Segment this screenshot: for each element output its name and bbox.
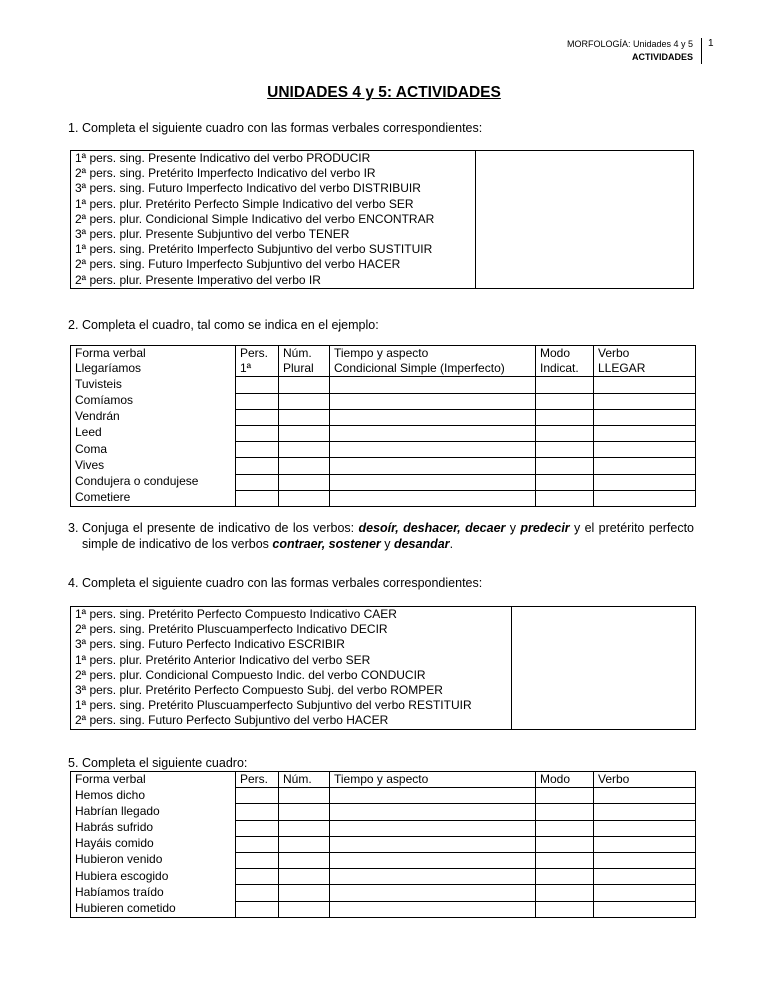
answer-cell bbox=[512, 698, 696, 713]
form-cell: Llegaríamos bbox=[71, 361, 236, 377]
verb-cell bbox=[594, 377, 696, 393]
tense-cell: Tiempo y aspecto bbox=[330, 346, 536, 362]
table-row bbox=[71, 788, 696, 804]
prompt-cell: 3ª pers. sing. Futuro Imperfecto Indicativo del verbo DISTRIBUIR bbox=[71, 181, 476, 196]
table-row bbox=[71, 242, 694, 257]
answer-cell bbox=[476, 273, 694, 289]
mood-cell bbox=[536, 852, 594, 868]
verb-cell bbox=[594, 869, 696, 885]
table-row bbox=[71, 869, 696, 885]
table-row bbox=[71, 653, 696, 668]
header-section: ACTIVIDADES bbox=[631, 52, 693, 62]
question-text: Completa el siguiente cuadro con las formas verbales correspondientes: bbox=[82, 576, 483, 590]
number-cell bbox=[279, 377, 330, 393]
form-cell: Hubieron venido bbox=[71, 852, 236, 868]
mood-cell bbox=[536, 393, 594, 409]
table-row bbox=[71, 836, 696, 852]
number-cell bbox=[279, 836, 330, 852]
table-row bbox=[71, 804, 696, 820]
form-cell: Condujera o condujese bbox=[71, 474, 236, 490]
number-cell bbox=[279, 409, 330, 425]
table-row bbox=[71, 377, 696, 393]
answer-cell bbox=[476, 257, 694, 272]
q3-text-1: Conjuga el presente de indicativo de los verbos: bbox=[82, 521, 359, 535]
prompt-cell: 3ª pers. sing. Futuro Perfecto Indicativo ESCRIBIR bbox=[71, 637, 512, 652]
prompt-cell: 2ª pers. plur. Condicional Compuesto Indic. del verbo CONDUCIR bbox=[71, 668, 512, 683]
person-cell: Pers. bbox=[236, 772, 279, 788]
table-row bbox=[71, 393, 696, 409]
prompt-cell: 1ª pers. sing. Pretérito Perfecto Compuesto Indicativo CAER bbox=[71, 607, 512, 623]
table-row bbox=[71, 409, 696, 425]
mood-cell bbox=[536, 901, 594, 917]
mood-cell bbox=[536, 490, 594, 506]
prompt-cell: 1ª pers. sing. Pretérito Imperfecto Subjuntivo del verbo SUSTITUIR bbox=[71, 242, 476, 257]
number-cell: Núm. bbox=[279, 772, 330, 788]
number-cell: Plural bbox=[279, 361, 330, 377]
q3-text-4: y bbox=[380, 537, 394, 551]
tense-cell bbox=[330, 820, 536, 836]
person-cell bbox=[236, 409, 279, 425]
q2-table bbox=[70, 345, 696, 507]
form-cell: Forma verbal bbox=[71, 772, 236, 788]
person-cell bbox=[236, 885, 279, 901]
tense-cell bbox=[330, 409, 536, 425]
mood-cell bbox=[536, 804, 594, 820]
tense-cell bbox=[330, 869, 536, 885]
answer-cell bbox=[512, 607, 696, 623]
number-cell bbox=[279, 425, 330, 441]
number-cell bbox=[279, 474, 330, 490]
table-row bbox=[71, 622, 696, 637]
q3-text-2: y bbox=[505, 521, 521, 535]
q3-verbs-3: contraer, sostener bbox=[272, 537, 381, 551]
prompt-cell: 3ª pers. plur. Presente Subjuntivo del verbo TENER bbox=[71, 227, 476, 242]
running-header bbox=[567, 38, 702, 64]
verb-cell bbox=[594, 458, 696, 474]
table-row bbox=[71, 668, 696, 683]
tense-cell bbox=[330, 804, 536, 820]
mood-cell bbox=[536, 458, 594, 474]
table-row bbox=[71, 852, 696, 868]
question-5 bbox=[68, 755, 248, 771]
prompt-cell: 2ª pers. sing. Pretérito Pluscuamperfecto Indicativo DECIR bbox=[71, 622, 512, 637]
table-row bbox=[71, 442, 696, 458]
number-cell bbox=[279, 804, 330, 820]
form-cell: Vendrán bbox=[71, 409, 236, 425]
prompt-cell: 1ª pers. sing. Presente Indicativo del verbo PRODUCIR bbox=[71, 151, 476, 167]
mood-cell bbox=[536, 869, 594, 885]
question-number: 2. bbox=[68, 318, 79, 332]
question-3 bbox=[68, 520, 695, 552]
verb-cell bbox=[594, 409, 696, 425]
question-number: 4. bbox=[68, 576, 79, 590]
number-cell bbox=[279, 490, 330, 506]
person-cell bbox=[236, 458, 279, 474]
person-cell bbox=[236, 442, 279, 458]
q4-table bbox=[70, 606, 696, 730]
prompt-cell: 1ª pers. plur. Pretérito Perfecto Simple Indicativo del verbo SER bbox=[71, 197, 476, 212]
q1-table bbox=[70, 150, 694, 289]
mood-cell: Indicat. bbox=[536, 361, 594, 377]
table-row bbox=[71, 607, 696, 623]
answer-cell bbox=[476, 197, 694, 212]
prompt-cell: 2ª pers. sing. Pretérito Imperfecto Indicativo del verbo IR bbox=[71, 166, 476, 181]
page-number: 1 bbox=[708, 38, 714, 49]
table-row bbox=[71, 227, 694, 242]
answer-cell bbox=[476, 242, 694, 257]
tense-cell bbox=[330, 377, 536, 393]
form-cell: Habrás sufrido bbox=[71, 820, 236, 836]
table-row bbox=[71, 197, 694, 212]
verb-cell bbox=[594, 442, 696, 458]
person-cell bbox=[236, 393, 279, 409]
person-cell bbox=[236, 425, 279, 441]
form-cell: Comíamos bbox=[71, 393, 236, 409]
tense-cell bbox=[330, 852, 536, 868]
q5-table bbox=[70, 771, 696, 918]
prompt-cell: 2ª pers. plur. Condicional Simple Indicativo del verbo ENCONTRAR bbox=[71, 212, 476, 227]
mood-cell bbox=[536, 885, 594, 901]
form-cell: Forma verbal bbox=[71, 346, 236, 362]
answer-cell bbox=[512, 713, 696, 729]
number-cell bbox=[279, 885, 330, 901]
number-cell bbox=[279, 458, 330, 474]
table-row bbox=[71, 166, 694, 181]
form-cell: Hayáis comido bbox=[71, 836, 236, 852]
tense-cell bbox=[330, 788, 536, 804]
verb-cell: LLEGAR bbox=[594, 361, 696, 377]
verb-cell bbox=[594, 901, 696, 917]
question-number: 1. bbox=[68, 121, 79, 135]
question-number: 5. bbox=[68, 756, 79, 770]
verb-cell bbox=[594, 425, 696, 441]
q3-verbs-2: predecir bbox=[520, 521, 570, 535]
mood-cell bbox=[536, 788, 594, 804]
form-cell: Habíamos traído bbox=[71, 885, 236, 901]
mood-cell bbox=[536, 442, 594, 458]
tense-cell bbox=[330, 490, 536, 506]
question-number: 3. bbox=[68, 521, 79, 535]
form-cell: Leed bbox=[71, 425, 236, 441]
tense-cell bbox=[330, 442, 536, 458]
table-row bbox=[71, 713, 696, 729]
mood-cell: Modo bbox=[536, 346, 594, 362]
answer-cell bbox=[476, 227, 694, 242]
form-cell: Hubieren cometido bbox=[71, 901, 236, 917]
number-cell bbox=[279, 442, 330, 458]
q3-verbs-4: desandar bbox=[393, 537, 450, 551]
mood-cell bbox=[536, 474, 594, 490]
answer-cell bbox=[512, 683, 696, 698]
table-row bbox=[71, 637, 696, 652]
verb-cell bbox=[594, 836, 696, 852]
header-subject: MORFOLOGÍA: Unidades 4 y 5 bbox=[566, 39, 693, 49]
mood-cell bbox=[536, 377, 594, 393]
person-cell bbox=[236, 804, 279, 820]
verb-cell bbox=[594, 885, 696, 901]
form-cell: Hubiera escogido bbox=[71, 869, 236, 885]
prompt-cell: 1ª pers. sing. Pretérito Pluscuamperfecto Subjuntivo del verbo RESTITUIR bbox=[71, 698, 512, 713]
form-cell: Tuvisteis bbox=[71, 377, 236, 393]
table-row bbox=[71, 820, 696, 836]
table-row bbox=[71, 901, 696, 917]
mood-cell bbox=[536, 820, 594, 836]
question-2 bbox=[68, 317, 379, 333]
person-cell bbox=[236, 820, 279, 836]
table-row bbox=[71, 885, 696, 901]
table-row bbox=[71, 181, 694, 196]
tense-cell bbox=[330, 885, 536, 901]
verb-cell bbox=[594, 490, 696, 506]
prompt-cell: 3ª pers. plur. Pretérito Perfecto Compuesto Subj. del verbo ROMPER bbox=[71, 683, 512, 698]
tense-cell bbox=[330, 425, 536, 441]
verb-cell: Verbo bbox=[594, 772, 696, 788]
page-title: UNIDADES 4 y 5: ACTIVIDADES bbox=[267, 84, 501, 101]
table-row bbox=[71, 458, 696, 474]
tense-cell: Tiempo y aspecto bbox=[330, 772, 536, 788]
answer-cell bbox=[512, 637, 696, 652]
answer-cell bbox=[476, 166, 694, 181]
verb-cell bbox=[594, 788, 696, 804]
person-cell bbox=[236, 852, 279, 868]
person-cell bbox=[236, 869, 279, 885]
table-row bbox=[71, 683, 696, 698]
table-row bbox=[71, 361, 696, 377]
q3-verbs-1: desoír, deshacer, decaer bbox=[358, 521, 506, 535]
person-cell: Pers. bbox=[236, 346, 279, 362]
question-text: Completa el siguiente cuadro: bbox=[82, 756, 248, 770]
prompt-cell: 2ª pers. plur. Presente Imperativo del verbo IR bbox=[71, 273, 476, 289]
number-cell bbox=[279, 852, 330, 868]
number-cell bbox=[279, 820, 330, 836]
verb-cell bbox=[594, 820, 696, 836]
verb-cell: Verbo bbox=[594, 346, 696, 362]
form-cell: Cometiere bbox=[71, 490, 236, 506]
table-row bbox=[71, 425, 696, 441]
verb-cell bbox=[594, 393, 696, 409]
table-row bbox=[71, 273, 694, 289]
q3-text-5: . bbox=[449, 537, 454, 551]
number-cell bbox=[279, 788, 330, 804]
prompt-cell: 2ª pers. sing. Futuro Imperfecto Subjuntivo del verbo HACER bbox=[71, 257, 476, 272]
verb-cell bbox=[594, 852, 696, 868]
answer-cell bbox=[476, 212, 694, 227]
table-row bbox=[71, 257, 694, 272]
tense-cell bbox=[330, 393, 536, 409]
person-cell bbox=[236, 788, 279, 804]
number-cell: Núm. bbox=[279, 346, 330, 362]
prompt-cell: 1ª pers. plur. Pretérito Anterior Indicativo del verbo SER bbox=[71, 653, 512, 668]
header-row bbox=[71, 772, 696, 788]
answer-cell bbox=[512, 668, 696, 683]
person-cell bbox=[236, 490, 279, 506]
number-cell bbox=[279, 901, 330, 917]
tense-cell bbox=[330, 458, 536, 474]
form-cell: Habrían llegado bbox=[71, 804, 236, 820]
question-1 bbox=[68, 120, 483, 136]
mood-cell bbox=[536, 409, 594, 425]
table-row bbox=[71, 151, 694, 167]
question-text: Completa el cuadro, tal como se indica en el ejemplo: bbox=[82, 318, 379, 332]
question-text: Completa el siguiente cuadro con las formas verbales correspondientes: bbox=[82, 121, 483, 135]
table-row bbox=[71, 698, 696, 713]
person-cell bbox=[236, 377, 279, 393]
answer-cell bbox=[476, 181, 694, 196]
tense-cell bbox=[330, 836, 536, 852]
tense-cell bbox=[330, 474, 536, 490]
mood-cell bbox=[536, 425, 594, 441]
number-cell bbox=[279, 393, 330, 409]
form-cell: Hemos dicho bbox=[71, 788, 236, 804]
person-cell bbox=[236, 836, 279, 852]
mood-cell bbox=[536, 836, 594, 852]
person-cell: 1ª bbox=[236, 361, 279, 377]
form-cell: Coma bbox=[71, 442, 236, 458]
q3-text-3: y el pretérito perfecto simple de indicativo de los verbos bbox=[82, 521, 695, 551]
header-row bbox=[71, 346, 696, 362]
mood-cell: Modo bbox=[536, 772, 594, 788]
tense-cell: Condicional Simple (Imperfecto) bbox=[330, 361, 536, 377]
person-cell bbox=[236, 901, 279, 917]
table-row bbox=[71, 490, 696, 506]
tense-cell bbox=[330, 901, 536, 917]
number-cell bbox=[279, 869, 330, 885]
question-4 bbox=[68, 575, 483, 591]
answer-cell bbox=[512, 653, 696, 668]
answer-cell bbox=[476, 151, 694, 167]
person-cell bbox=[236, 474, 279, 490]
table-row bbox=[71, 474, 696, 490]
form-cell: Vives bbox=[71, 458, 236, 474]
verb-cell bbox=[594, 474, 696, 490]
table-row bbox=[71, 212, 694, 227]
answer-cell bbox=[512, 622, 696, 637]
verb-cell bbox=[594, 804, 696, 820]
prompt-cell: 2ª pers. sing. Futuro Perfecto Subjuntivo del verbo HACER bbox=[71, 713, 512, 729]
